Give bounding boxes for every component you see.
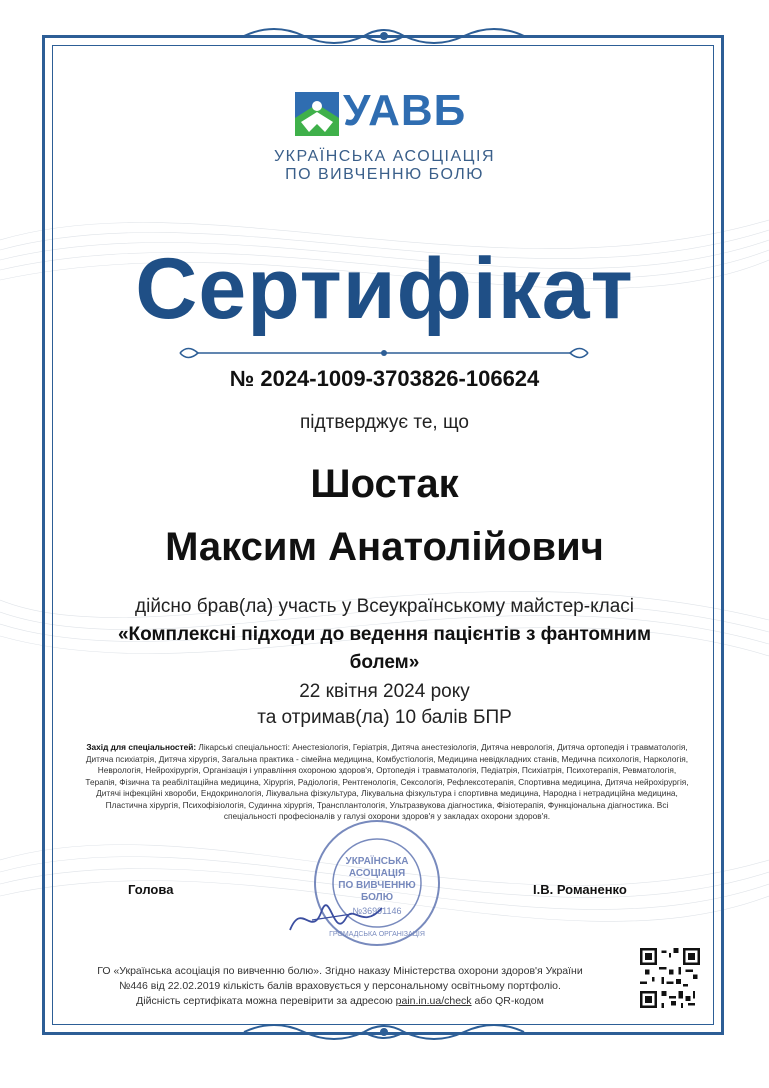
certificate-title: Сертифікат — [135, 241, 634, 337]
uavb-logo-icon — [295, 92, 339, 136]
event-title-line1: «Комплексні підходи до ведення пацієнтів з фантомним — [117, 624, 652, 645]
footer-line1: ГО «Українська асоціація по вивченню болю». Згідно наказу Міністерства охорони здоров'я України — [97, 965, 583, 977]
confirm-text: підтверджує те, що — [300, 412, 469, 433]
verify-suffix: або QR-кодом — [474, 995, 544, 1007]
top-ornament — [234, 22, 534, 50]
seal-code: №36991146 — [352, 906, 402, 916]
specialties-block — [84, 742, 690, 823]
logo-text: УАВБ — [343, 86, 467, 135]
bottom-ornament — [234, 1018, 534, 1046]
recipient-surname: Шостак — [310, 462, 459, 506]
footer-line3 — [60, 995, 620, 1007]
org-name-line2: ПО ВИВЧЕННЮ БОЛЮ — [285, 166, 484, 183]
points-awarded: та отримав(ла) 10 балів БПР — [257, 707, 512, 728]
participation-text: дійсно брав(ла) участь у Всеукраїнському майстер-класі — [135, 596, 634, 617]
footer-line2: №446 від 22.02.2019 кількість балів враховується у персональному освітньому портфоліо. — [119, 980, 561, 992]
seal-ring-text: ГРОМАДСЬКА ОРГАНІЗАЦІЯ — [329, 931, 425, 938]
event-date: 22 квітня 2024 року — [299, 681, 470, 702]
event-title-line2: болем» — [349, 652, 420, 673]
org-name-line1: УКРАЇНСЬКА АСОЦІАЦІЯ — [273, 148, 495, 165]
seal-line4: БОЛЮ — [360, 892, 394, 903]
specialties-label: Захід для спеціальностей: — [86, 742, 197, 752]
seal-line3: ПО ВИВЧЕННЮ — [338, 880, 416, 891]
head-label: Голова — [128, 882, 174, 897]
qr-code[interactable] — [640, 948, 700, 1008]
seal-line2: АСОЦІАЦІЯ — [348, 868, 406, 879]
specialties-text: Лікарські спеціальності: Анестезіологія, Геріатрія, Дитяча анестезіологія, Дитяча неврологія, Дитяча ортопедія і травматологія, Дитяча психіатрія, Дитяча хірургія, Загальна практика - сімейна медицина, Комбустіологія, Медицина невідкладних станів, Медична психологія, Наркологія, Неврологія, Нейрохірургія, Організація і управління охороною здоров'я, Ортопедія і травматологія, Педіатрія, Психіатрія, Психотерапія, Ревматологія, Терапія, Фізична та реабілітаційна медицина, Хірургія, Радіологія, Рентгенологія, Сексологія, Рефлексотерапія, Спортивна медицина, Дитяча нейрохірургія, Дитячі інфекційні хвороби, Ендокринологія, Лікувальна фізкультура, Лікувальна фізкультура і спортивна медицина, Народна і нетрадиційна медицина, Пластична хірургія, Психофізіологія, Судинна хірургія, Трансплантологія, Ультразвукова діагностика, Фізіотерапія, Функціональна діагностика. Всі спеціальності професіоналів у галузі охорони здоров'я у закладах охорони здоров'я. — [85, 742, 689, 821]
certificate-number: № 2024-1009-3703826-106624 — [229, 366, 540, 391]
signature — [282, 890, 392, 950]
signatory-name: І.В. Романенко — [533, 882, 627, 897]
recipient-given-names: Максим Анатолійович — [165, 525, 604, 569]
seal-line1: УКРАЇНСЬКА — [345, 856, 409, 867]
verify-text: Дійсність сертифіката можна перевірити за адресою — [136, 995, 393, 1007]
title-divider — [178, 342, 590, 364]
verify-link[interactable]: pain.in.ua/check — [395, 995, 472, 1007]
